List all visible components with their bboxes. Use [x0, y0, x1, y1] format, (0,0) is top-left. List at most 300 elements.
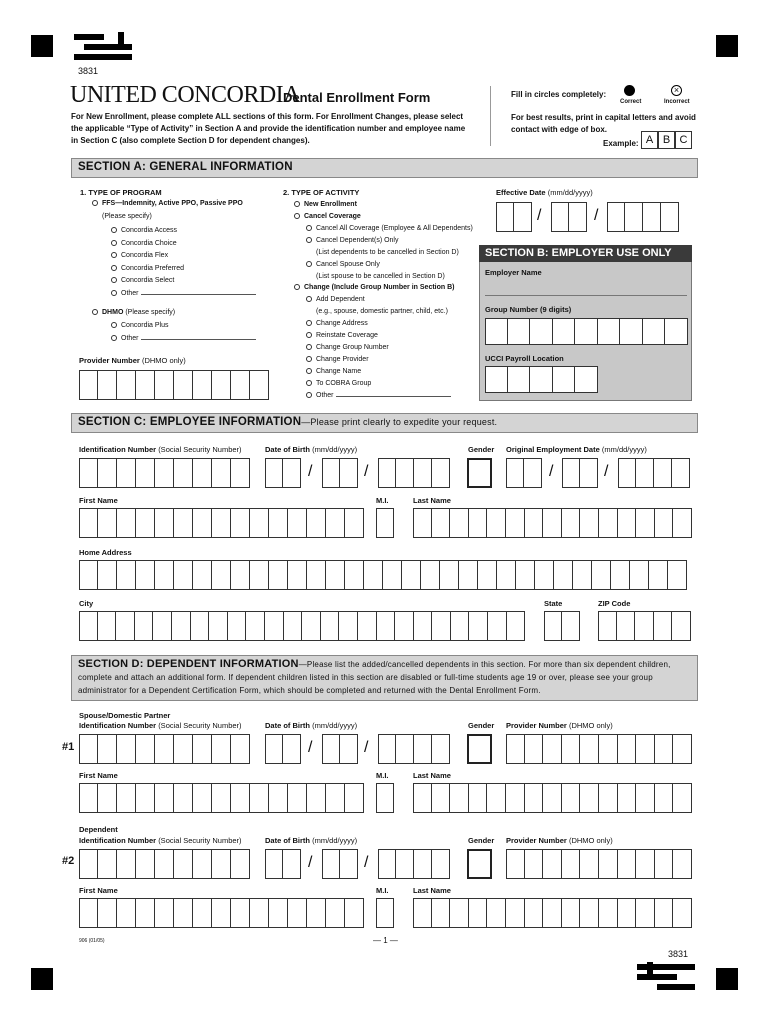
change-option[interactable]: [306, 296, 365, 303]
input-box[interactable]: [174, 508, 193, 538]
input-box[interactable]: [174, 734, 193, 764]
input-box[interactable]: [326, 898, 345, 928]
input-box[interactable]: [618, 783, 637, 813]
input-box[interactable]: [543, 508, 562, 538]
input-box[interactable]: [136, 370, 155, 400]
input-box[interactable]: [649, 560, 668, 590]
input-box[interactable]: [553, 366, 576, 393]
input-box[interactable]: [250, 783, 269, 813]
employee-mi-box[interactable]: [376, 508, 394, 538]
input-box[interactable]: [497, 560, 516, 590]
input-box[interactable]: [326, 508, 345, 538]
input-box[interactable]: [250, 560, 269, 590]
input-box[interactable]: [485, 318, 508, 345]
input-box[interactable]: [530, 366, 553, 393]
dependent-id-boxes[interactable]: [79, 849, 250, 879]
input-box[interactable]: [345, 783, 364, 813]
new-enrollment-radio[interactable]: [294, 201, 357, 208]
employee-first-name-boxes[interactable]: [79, 508, 364, 538]
input-box[interactable]: [174, 560, 193, 590]
input-box[interactable]: [654, 611, 673, 641]
dependent-first-name-boxes[interactable]: [79, 898, 364, 928]
input-box[interactable]: [551, 202, 569, 232]
ffs-option[interactable]: [111, 252, 168, 259]
new-enrollment-circle[interactable]: [294, 201, 300, 207]
change-radio[interactable]: [294, 284, 455, 291]
employer-name-line[interactable]: [485, 295, 687, 296]
input-box[interactable]: [340, 458, 358, 488]
input-box[interactable]: [636, 898, 655, 928]
input-box[interactable]: [580, 783, 599, 813]
input-box[interactable]: [288, 560, 307, 590]
input-box[interactable]: [562, 508, 581, 538]
input-box[interactable]: [450, 508, 469, 538]
input-box[interactable]: [487, 898, 506, 928]
input-box[interactable]: [98, 898, 117, 928]
input-box[interactable]: [358, 611, 377, 641]
orig-employment-day[interactable]: [562, 458, 598, 488]
input-box[interactable]: [98, 560, 117, 590]
input-box[interactable]: [543, 734, 562, 764]
group-number-boxes[interactable]: [485, 318, 688, 345]
spouse-gender-box[interactable]: [467, 734, 492, 764]
dependent-dob-day[interactable]: [322, 849, 358, 879]
cancel-option[interactable]: [306, 225, 473, 232]
ffs-radio-circle[interactable]: [111, 277, 117, 283]
input-box[interactable]: [136, 458, 155, 488]
input-box[interactable]: [326, 783, 345, 813]
input-box[interactable]: [655, 508, 674, 538]
input-box[interactable]: [136, 898, 155, 928]
input-box[interactable]: [525, 898, 544, 928]
input-box[interactable]: [98, 611, 117, 641]
ffs-option[interactable]: [111, 240, 177, 247]
input-box[interactable]: [440, 560, 459, 590]
input-box[interactable]: [432, 898, 451, 928]
change-radio-circle[interactable]: [306, 320, 312, 326]
spouse-mi-box[interactable]: [376, 783, 394, 813]
effective-day-boxes[interactable]: [551, 202, 587, 232]
input-box[interactable]: [618, 458, 636, 488]
input-box[interactable]: [525, 849, 544, 879]
input-box[interactable]: [635, 611, 654, 641]
input-box[interactable]: [269, 508, 288, 538]
input-box[interactable]: [193, 508, 212, 538]
input-box[interactable]: [136, 560, 155, 590]
input-box[interactable]: [378, 458, 396, 488]
input-box[interactable]: [554, 560, 573, 590]
input-box[interactable]: [136, 734, 155, 764]
input-box[interactable]: [174, 370, 193, 400]
input-box[interactable]: [231, 849, 250, 879]
input-box[interactable]: [543, 849, 562, 879]
input-box[interactable]: [432, 734, 450, 764]
input-box[interactable]: [580, 849, 599, 879]
ffs-radio-circle[interactable]: [111, 227, 117, 233]
input-box[interactable]: [413, 898, 432, 928]
input-box[interactable]: [599, 849, 618, 879]
input-box[interactable]: [655, 734, 674, 764]
input-box[interactable]: [340, 734, 358, 764]
input-box[interactable]: [636, 783, 655, 813]
input-box[interactable]: [288, 508, 307, 538]
input-box[interactable]: [421, 560, 440, 590]
input-box[interactable]: [487, 508, 506, 538]
input-box[interactable]: [212, 508, 231, 538]
input-box[interactable]: [562, 458, 580, 488]
input-box[interactable]: [193, 734, 212, 764]
input-box[interactable]: [212, 734, 231, 764]
dhmo-radio-circle[interactable]: [92, 309, 98, 315]
input-box[interactable]: [414, 458, 432, 488]
input-box[interactable]: [396, 849, 414, 879]
input-box[interactable]: [155, 783, 174, 813]
input-box[interactable]: [116, 611, 135, 641]
input-box[interactable]: [155, 508, 174, 538]
input-box[interactable]: [377, 611, 396, 641]
input-box[interactable]: [153, 611, 172, 641]
input-box[interactable]: [345, 560, 364, 590]
change-option[interactable]: [306, 392, 451, 399]
input-box[interactable]: [117, 508, 136, 538]
input-box[interactable]: [209, 611, 228, 641]
input-box[interactable]: [212, 560, 231, 590]
input-box[interactable]: [98, 783, 117, 813]
input-box[interactable]: [231, 508, 250, 538]
employee-dob-month[interactable]: [265, 458, 301, 488]
input-box[interactable]: [212, 783, 231, 813]
input-box[interactable]: [250, 508, 269, 538]
input-box[interactable]: [506, 898, 525, 928]
input-box[interactable]: [580, 458, 598, 488]
change-option[interactable]: [306, 320, 368, 327]
input-box[interactable]: [155, 898, 174, 928]
input-box[interactable]: [155, 734, 174, 764]
input-box[interactable]: [79, 560, 98, 590]
input-box[interactable]: [269, 783, 288, 813]
input-box[interactable]: [673, 734, 692, 764]
input-box[interactable]: [378, 849, 396, 879]
input-box[interactable]: [432, 458, 450, 488]
dependent-last-name-boxes[interactable]: [413, 898, 692, 928]
input-box[interactable]: [396, 734, 414, 764]
change-radio-circle[interactable]: [306, 344, 312, 350]
input-box[interactable]: [636, 849, 655, 879]
input-box[interactable]: [79, 849, 98, 879]
input-box[interactable]: [562, 849, 581, 879]
input-box[interactable]: [345, 898, 364, 928]
input-box[interactable]: [376, 898, 394, 928]
input-box[interactable]: [98, 370, 117, 400]
input-box[interactable]: [620, 318, 643, 345]
dhmo-option[interactable]: [111, 322, 168, 329]
input-box[interactable]: [413, 508, 432, 538]
input-box[interactable]: [288, 898, 307, 928]
ffs-option[interactable]: [111, 265, 184, 272]
input-box[interactable]: [413, 783, 432, 813]
input-box[interactable]: [580, 508, 599, 538]
input-box[interactable]: [117, 783, 136, 813]
input-box[interactable]: [599, 898, 618, 928]
cancel-coverage-radio[interactable]: [294, 213, 361, 220]
input-box[interactable]: [155, 560, 174, 590]
dependent-dob-month[interactable]: [265, 849, 301, 879]
input-box[interactable]: [636, 734, 655, 764]
input-box[interactable]: [414, 849, 432, 879]
ffs-option[interactable]: [111, 227, 177, 234]
input-box[interactable]: [506, 849, 525, 879]
input-box[interactable]: [283, 734, 301, 764]
change-option[interactable]: [306, 356, 369, 363]
input-box[interactable]: [307, 898, 326, 928]
input-box[interactable]: [618, 508, 637, 538]
change-radio-circle[interactable]: [306, 392, 312, 398]
input-box[interactable]: [625, 202, 643, 232]
input-box[interactable]: [322, 734, 340, 764]
input-box[interactable]: [340, 849, 358, 879]
input-box[interactable]: [98, 508, 117, 538]
input-box[interactable]: [79, 734, 98, 764]
change-option[interactable]: [306, 344, 389, 351]
input-box[interactable]: [599, 783, 618, 813]
input-box[interactable]: [193, 898, 212, 928]
cancel-option[interactable]: [306, 261, 380, 268]
input-box[interactable]: [618, 849, 637, 879]
input-box[interactable]: [553, 318, 576, 345]
ffs-other-line[interactable]: [141, 294, 256, 295]
input-box[interactable]: [617, 611, 636, 641]
input-box[interactable]: [432, 508, 451, 538]
input-box[interactable]: [250, 898, 269, 928]
employee-dob-day[interactable]: [322, 458, 358, 488]
input-box[interactable]: [322, 849, 340, 879]
input-box[interactable]: [193, 458, 212, 488]
input-box[interactable]: [580, 734, 599, 764]
dhmo-radio[interactable]: [92, 309, 175, 316]
input-box[interactable]: [155, 370, 174, 400]
input-box[interactable]: [174, 849, 193, 879]
input-box[interactable]: [231, 458, 250, 488]
city-boxes[interactable]: [79, 611, 525, 641]
spouse-id-boxes[interactable]: [79, 734, 250, 764]
input-box[interactable]: [673, 898, 692, 928]
spouse-dob-day[interactable]: [322, 734, 358, 764]
input-box[interactable]: [98, 734, 117, 764]
input-box[interactable]: [117, 560, 136, 590]
input-box[interactable]: [302, 611, 321, 641]
input-box[interactable]: [395, 611, 414, 641]
zip-boxes[interactable]: [598, 611, 691, 641]
change-radio-circle[interactable]: [306, 380, 312, 386]
input-box[interactable]: [478, 560, 497, 590]
input-box[interactable]: [516, 560, 535, 590]
input-box[interactable]: [283, 849, 301, 879]
employee-gender-box[interactable]: [467, 458, 492, 488]
dhmo-radio-circle[interactable]: [111, 335, 117, 341]
input-box[interactable]: [514, 202, 532, 232]
input-box[interactable]: [655, 898, 674, 928]
orig-employment-year[interactable]: [618, 458, 690, 488]
input-box[interactable]: [155, 849, 174, 879]
input-box[interactable]: [265, 849, 283, 879]
input-box[interactable]: [562, 783, 581, 813]
input-box[interactable]: [432, 611, 451, 641]
input-box[interactable]: [193, 560, 212, 590]
effective-month-boxes[interactable]: [496, 202, 532, 232]
input-box[interactable]: [136, 849, 155, 879]
input-box[interactable]: [174, 783, 193, 813]
change-other-line[interactable]: [336, 396, 451, 397]
input-box[interactable]: [246, 611, 265, 641]
input-box[interactable]: [450, 783, 469, 813]
input-box[interactable]: [432, 849, 450, 879]
input-box[interactable]: [212, 898, 231, 928]
input-box[interactable]: [562, 898, 581, 928]
input-box[interactable]: [611, 560, 630, 590]
input-box[interactable]: [288, 783, 307, 813]
input-box[interactable]: [562, 611, 580, 641]
input-box[interactable]: [231, 560, 250, 590]
input-box[interactable]: [618, 734, 637, 764]
input-box[interactable]: [654, 458, 672, 488]
input-box[interactable]: [378, 734, 396, 764]
input-box[interactable]: [535, 560, 554, 590]
input-box[interactable]: [364, 560, 383, 590]
input-box[interactable]: [496, 202, 514, 232]
input-box[interactable]: [543, 783, 562, 813]
input-box[interactable]: [530, 318, 553, 345]
input-box[interactable]: [402, 560, 421, 590]
input-box[interactable]: [414, 611, 433, 641]
input-box[interactable]: [117, 370, 136, 400]
input-box[interactable]: [265, 734, 283, 764]
input-box[interactable]: [459, 560, 478, 590]
input-box[interactable]: [643, 202, 661, 232]
input-box[interactable]: [525, 783, 544, 813]
input-box[interactable]: [414, 734, 432, 764]
input-box[interactable]: [592, 560, 611, 590]
input-box[interactable]: [488, 611, 507, 641]
input-box[interactable]: [117, 458, 136, 488]
input-box[interactable]: [79, 508, 98, 538]
spouse-dob-month[interactable]: [265, 734, 301, 764]
input-box[interactable]: [673, 783, 692, 813]
input-box[interactable]: [283, 458, 301, 488]
input-box[interactable]: [396, 458, 414, 488]
ucci-payroll-boxes[interactable]: [485, 366, 598, 393]
input-box[interactable]: [383, 560, 402, 590]
input-box[interactable]: [525, 508, 544, 538]
dhmo-radio-circle[interactable]: [111, 322, 117, 328]
input-box[interactable]: [469, 611, 488, 641]
input-box[interactable]: [250, 370, 269, 400]
home-address-boxes[interactable]: [79, 560, 687, 590]
input-box[interactable]: [450, 898, 469, 928]
input-box[interactable]: [643, 318, 666, 345]
ffs-option[interactable]: [111, 290, 256, 297]
input-box[interactable]: [79, 611, 98, 641]
input-box[interactable]: [668, 560, 687, 590]
input-box[interactable]: [487, 783, 506, 813]
spouse-dob-year[interactable]: [378, 734, 450, 764]
input-box[interactable]: [580, 898, 599, 928]
input-box[interactable]: [117, 849, 136, 879]
employee-last-name-boxes[interactable]: [413, 508, 692, 538]
input-box[interactable]: [508, 366, 531, 393]
input-box[interactable]: [598, 611, 617, 641]
change-radio-circle[interactable]: [306, 356, 312, 362]
ffs-radio-circle[interactable]: [111, 290, 117, 296]
input-box[interactable]: [507, 611, 526, 641]
provider-number-boxes[interactable]: [79, 370, 269, 400]
change-option[interactable]: [306, 332, 378, 339]
input-box[interactable]: [661, 202, 679, 232]
input-box[interactable]: [665, 318, 688, 345]
input-box[interactable]: [339, 611, 358, 641]
change-circle[interactable]: [294, 284, 300, 290]
input-box[interactable]: [174, 898, 193, 928]
input-box[interactable]: [636, 508, 655, 538]
input-box[interactable]: [307, 783, 326, 813]
spouse-provider-boxes[interactable]: [506, 734, 692, 764]
input-box[interactable]: [265, 611, 284, 641]
input-box[interactable]: [575, 366, 598, 393]
input-box[interactable]: [228, 611, 247, 641]
input-box[interactable]: [544, 611, 562, 641]
input-box[interactable]: [508, 318, 531, 345]
input-box[interactable]: [269, 898, 288, 928]
change-radio-circle[interactable]: [306, 296, 312, 302]
input-box[interactable]: [573, 560, 592, 590]
input-box[interactable]: [117, 734, 136, 764]
input-box[interactable]: [193, 783, 212, 813]
input-box[interactable]: [376, 783, 394, 813]
input-box[interactable]: [469, 508, 488, 538]
ffs-radio[interactable]: [92, 200, 243, 207]
employee-id-boxes[interactable]: [79, 458, 250, 488]
change-option[interactable]: [306, 380, 371, 387]
input-box[interactable]: [193, 849, 212, 879]
state-boxes[interactable]: [544, 611, 580, 641]
input-box[interactable]: [326, 560, 345, 590]
input-box[interactable]: [117, 898, 136, 928]
change-radio-circle[interactable]: [306, 332, 312, 338]
ffs-radio-circle[interactable]: [92, 200, 98, 206]
input-box[interactable]: [655, 849, 674, 879]
ffs-radio-circle[interactable]: [111, 265, 117, 271]
input-box[interactable]: [98, 849, 117, 879]
input-box[interactable]: [265, 458, 283, 488]
input-box[interactable]: [212, 458, 231, 488]
input-box[interactable]: [321, 611, 340, 641]
cancel-radio-circle[interactable]: [306, 237, 312, 243]
orig-employment-month[interactable]: [506, 458, 542, 488]
input-box[interactable]: [636, 458, 654, 488]
input-box[interactable]: [98, 458, 117, 488]
input-box[interactable]: [79, 370, 98, 400]
input-box[interactable]: [673, 508, 692, 538]
input-box[interactable]: [673, 849, 692, 879]
input-box[interactable]: [79, 783, 98, 813]
input-box[interactable]: [506, 734, 525, 764]
ffs-radio-circle[interactable]: [111, 252, 117, 258]
input-box[interactable]: [212, 370, 231, 400]
input-box[interactable]: [307, 508, 326, 538]
input-box[interactable]: [345, 508, 364, 538]
effective-year-boxes[interactable]: [607, 202, 679, 232]
input-box[interactable]: [307, 560, 326, 590]
input-box[interactable]: [135, 611, 154, 641]
